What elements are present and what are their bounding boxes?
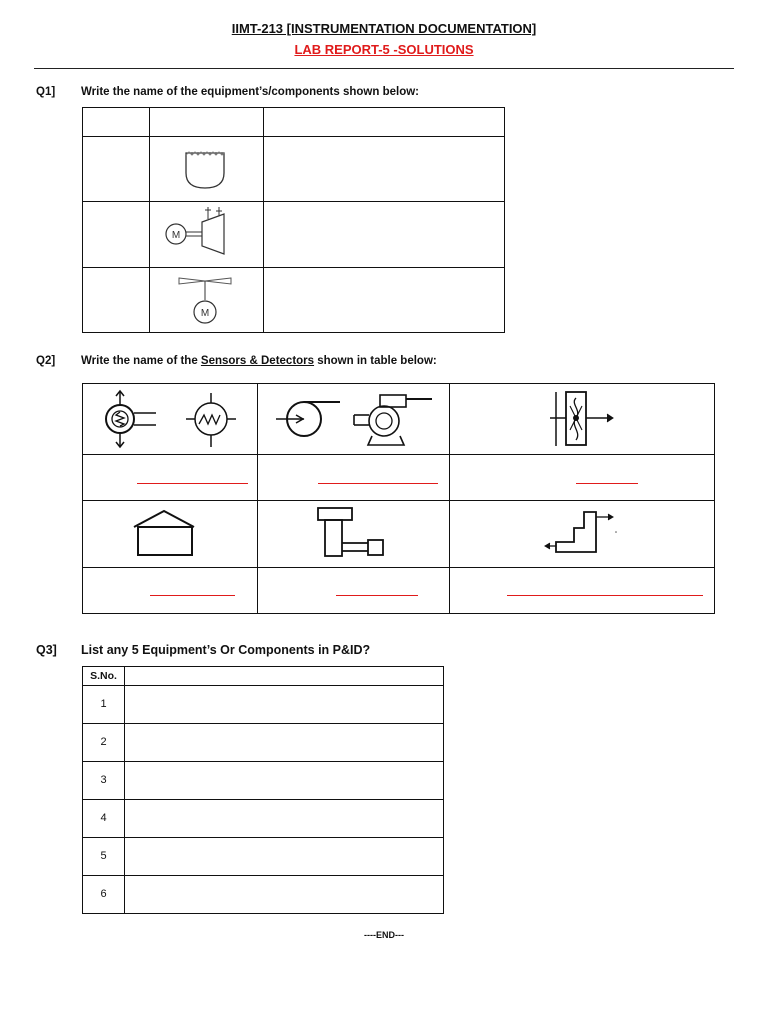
q3-row2-number: 2 (100, 736, 107, 748)
q1-header-cell-2 (149, 107, 264, 137)
tank-icon (128, 507, 200, 559)
q3-row6-answer-cell[interactable] (124, 875, 444, 914)
q3-row5-answer-cell[interactable] (124, 837, 444, 876)
report-title: LAB REPORT-5 -SOLUTIONS (294, 42, 474, 57)
q3-row4-number: 4 (100, 812, 107, 824)
q3-row3-answer-cell[interactable] (124, 761, 444, 800)
course-title: IIMT-213 [INSTRUMENTATION DOCUMENTATION] (231, 21, 537, 36)
q1-row2-cell-1 (82, 201, 150, 268)
q1-header-cell-3 (263, 107, 505, 137)
q1-number: Q1] (36, 86, 56, 98)
q2-answer-line-1 (137, 483, 248, 484)
q3-row4-answer-cell[interactable] (124, 799, 444, 838)
q1-text: Write the name of the equipment’s/components shown below: (81, 86, 419, 98)
q3-row3-number: 3 (100, 774, 107, 786)
vessel-icon (180, 143, 230, 193)
q2-text-underlined: Sensors & Detectors (200, 355, 315, 367)
q3-row1-number: 1 (100, 698, 107, 710)
q2-answer-cell-5[interactable] (257, 567, 450, 614)
svg-text:M: M (200, 308, 210, 319)
q1-header-cell-1 (82, 107, 150, 137)
pump-icon (272, 389, 437, 449)
q2-answer-cell-6[interactable] (449, 567, 715, 614)
q2-text-part-1: Write the name of the (81, 355, 201, 367)
q2-answer-line-6 (507, 595, 703, 596)
feeder-icon (312, 505, 392, 561)
q1-row1-cell-1 (82, 136, 150, 202)
fan-icon (548, 388, 618, 450)
q2-text (81, 355, 437, 367)
q1-row2-answer-cell[interactable] (263, 201, 505, 268)
q2-text-part-2: shown in table below: (314, 355, 437, 367)
q2-answer-cell-3[interactable] (449, 454, 715, 501)
q3-number: Q3] (36, 643, 57, 657)
stair-sensor-icon (544, 504, 624, 560)
q2-answer-line-3 (576, 483, 638, 484)
q1-row3-cell-1 (82, 267, 150, 333)
q3-row2-answer-cell[interactable] (124, 723, 444, 762)
q1-row1-answer-cell[interactable] (263, 136, 505, 202)
q3-row1-answer-cell[interactable] (124, 685, 444, 724)
motor-driven-agitator-icon (175, 272, 235, 330)
q2-answer-line-5 (336, 595, 418, 596)
heat-exchanger-icon (98, 389, 238, 449)
q2-answer-cell-1[interactable] (82, 454, 258, 501)
header-divider (34, 68, 734, 69)
q2-answer-cell-2[interactable] (257, 454, 450, 501)
motor-driven-compressor-icon (162, 205, 242, 265)
q2-answer-line-2 (318, 483, 438, 484)
q3-column-header: S.No. (90, 670, 117, 682)
end-marker: ----END--- (364, 930, 404, 940)
q3-row5-number: 5 (100, 850, 107, 862)
q3-header-blank-cell (124, 666, 444, 686)
q1-row3-answer-cell[interactable] (263, 267, 505, 333)
q3-text: List any 5 Equipment’s Or Components in P&ID? (81, 643, 371, 657)
q2-answer-cell-4[interactable] (82, 567, 258, 614)
q2-answer-line-4 (150, 595, 235, 596)
q2-number: Q2] (36, 355, 56, 367)
svg-text:M: M (171, 230, 181, 241)
q3-row6-number: 6 (100, 888, 107, 900)
